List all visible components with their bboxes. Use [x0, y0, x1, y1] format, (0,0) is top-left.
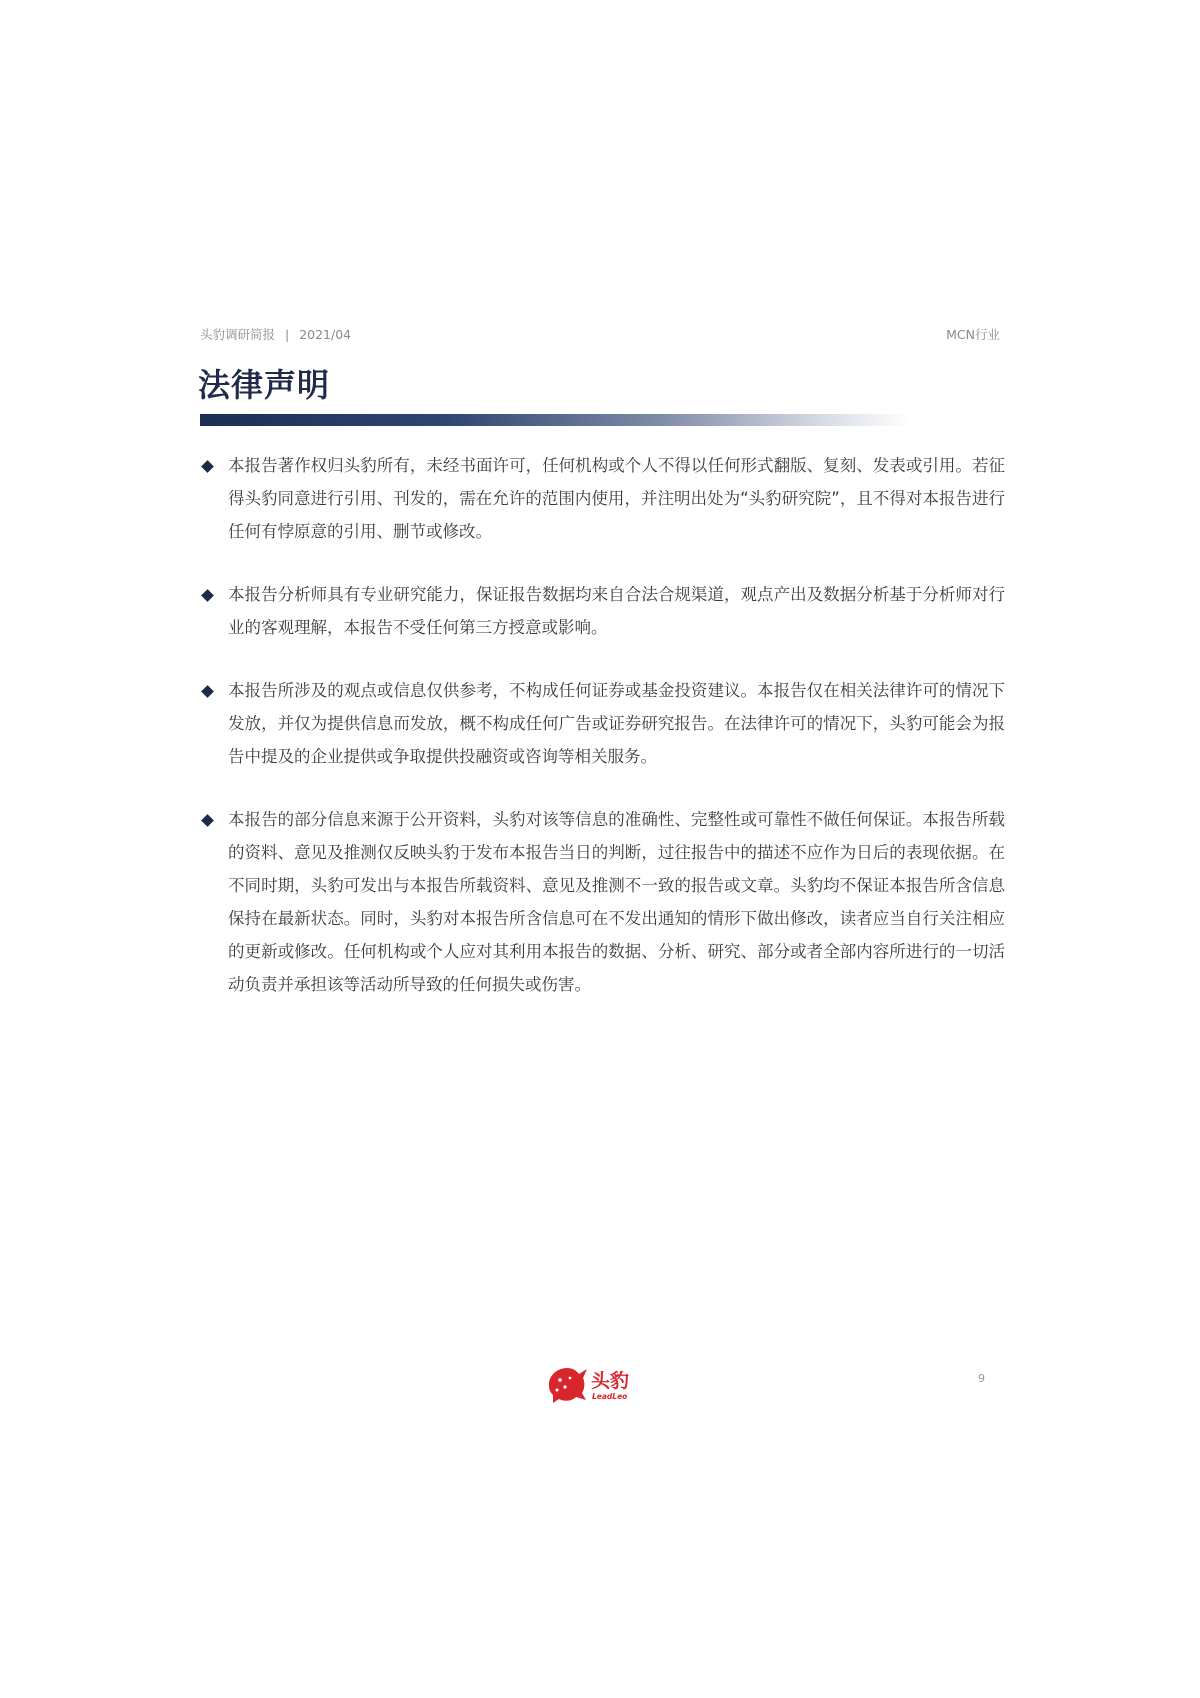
header-separator: | [285, 327, 290, 342]
diamond-bullet-icon [201, 685, 214, 698]
industry-label: MCN行业 [946, 327, 1000, 342]
logo-text-cn: 头豹 [591, 1370, 630, 1392]
diamond-bullet-icon [201, 460, 214, 473]
list-item-text: 本报告著作权归头豹所有，未经书面许可，任何机构或个人不得以任何形式翻版、复刻、发表或引用。若征得头豹同意进行引用、刊发的，需在允许的范围内使用，并注明出处为“头豹研究院”，且不得对本报告进行任何有悖原意的引用、删节或修改。 [228, 456, 1005, 541]
logo-text-en: LeadLeo [592, 1392, 628, 1401]
list-item [200, 674, 1005, 773]
leopard-head-icon [545, 1360, 645, 1408]
report-header [200, 325, 351, 343]
page-number: 9 [978, 1372, 985, 1385]
diamond-bullet-icon [201, 814, 214, 827]
page-title: 法律声明 [198, 366, 331, 404]
list-item-text: 本报告分析师具有专业研究能力，保证报告数据均来自合法合规渠道，观点产出及数据分析基于分析师对行业的客观理解，本报告不受任何第三方授意或影响。 [228, 585, 1005, 637]
list-item [200, 578, 1005, 644]
title-divider [200, 414, 910, 426]
list-item-text: 本报告的部分信息来源于公开资料，头豹对该等信息的准确性、完整性或可靠性不做任何保证。本报告所载的资料、意见及推测仅反映头豹于发布本报告当日的判断，过往报告中的描述不应作为日后的表现依据。在不同时期，头豹可发出与本报告所载资料、意见及推测不一致的报告或文章。头豹均不保证本报告所含信息保持在最新状态。同时，头豹对本报告所含信息可在不发出通知的情形下做出修改，读者应当自行关注相应的更新或修改。任何机构或个人应对其利用本报告的数据、分析、研究、部分或者全部内容所进行的一切活动负责并承担该等活动所导致的任何损失或伤害。 [228, 810, 1005, 994]
list-item [200, 803, 1005, 1001]
legal-statement-list [200, 449, 1005, 1031]
leadleo-logo [545, 1360, 645, 1408]
report-date: 2021/04 [299, 327, 352, 342]
diamond-bullet-icon [201, 589, 214, 602]
report-name: 头豹调研简报 [200, 327, 276, 342]
list-item-text: 本报告所涉及的观点或信息仅供参考，不构成任何证券或基金投资建议。本报告仅在相关法律许可的情况下发放，并仅为提供信息而发放，概不构成任何广告或证券研究报告。在法律许可的情况下，头豹可能会为报告中提及的企业提供或争取提供投融资或咨询等相关服务。 [228, 681, 1005, 766]
list-item [200, 449, 1005, 548]
